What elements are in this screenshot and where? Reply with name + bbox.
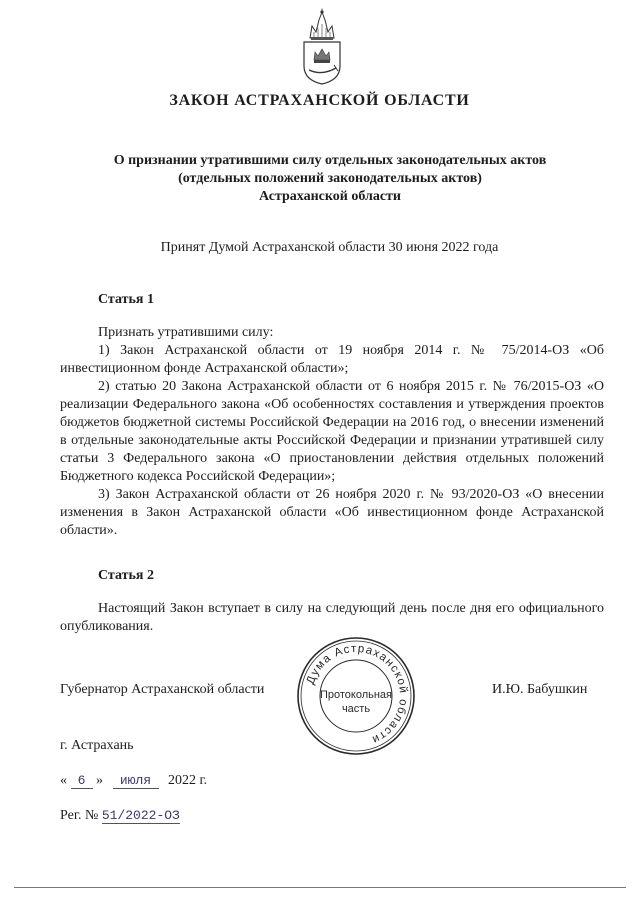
article-2-text: Настоящий Закон вступает в силу на следующий день после дня его официального опубликования.: [60, 601, 604, 634]
law-subtitle: [80, 152, 580, 206]
subtitle-line: Астраханской области: [258, 189, 402, 204]
stamp-center-line: часть: [341, 703, 371, 715]
subtitle-line: О признании утратившими силу отдельных законодательных актов: [113, 153, 547, 168]
city-of-signing: г. Астрахань: [60, 738, 134, 753]
date-open-quote: «: [60, 773, 67, 788]
article-2-body: [60, 600, 604, 636]
signatory-position: Губернатор Астраханской области: [60, 682, 265, 697]
law-title: ЗАКОН АСТРАХАНСКОЙ ОБЛАСТИ: [169, 92, 470, 109]
article-1-body: [60, 324, 604, 540]
article-1-intro: Признать утратившими силу:: [98, 325, 274, 340]
date-year: 2022 г.: [168, 773, 208, 788]
stamp-ring-text: Дума Астраханской области: [304, 642, 410, 746]
coat-of-arms-emblem: [300, 8, 344, 86]
date-day: 6: [71, 773, 93, 789]
date-month: июля: [113, 773, 159, 789]
signatory-name: И.Ю. Бабушкин: [492, 682, 588, 697]
registration-label: Рег. №: [60, 808, 99, 823]
official-stamp: [294, 634, 418, 758]
article-1-item-3: 3) Закон Астраханской области от 26 ноября 2020 г. № 93/2020-ОЗ «О внесении изменения в Закон Астраханской области «Об инвестиционном фонде Астраханской области».: [60, 487, 604, 538]
article-1-item-2: 2) статью 20 Закона Астраханской области от 6 ноября 2015 г. № 76/2015-ОЗ «О реализации Федерального закона «Об особенностях составления и утверждения проектов бюджетов бюджетной системы Российской Федерации на 2016 год, о внесении изменений в отдельные законодательные акты Российской Федерации и признании утратившей силу статьи 3 Федерального закона «О приостановлении действия отдельных положений Бюджетного кодекса Российской Федерации»;: [60, 379, 604, 484]
subtitle-line: (отдельных положений законодательных актов): [178, 171, 482, 186]
page-bottom-rule: [14, 887, 626, 888]
adoption-note: Принят Думой Астраханской области 30 июня 2022 года: [160, 240, 499, 255]
stamp-center-line: Протокольная: [319, 689, 393, 701]
registration-value: 51/2022-ОЗ: [101, 808, 180, 823]
date-close-quote: »: [96, 773, 103, 788]
article-1-item-1: 1) Закон Астраханской области от 19 ноября 2014 г. № 75/2014-ОЗ «Об инвестиционном фонде Астраханской области»;: [60, 343, 604, 376]
article-1-heading: Статья 1: [98, 292, 154, 307]
article-2-heading: Статья 2: [98, 568, 154, 583]
registration-number: [60, 808, 180, 824]
signing-date: [60, 773, 207, 789]
